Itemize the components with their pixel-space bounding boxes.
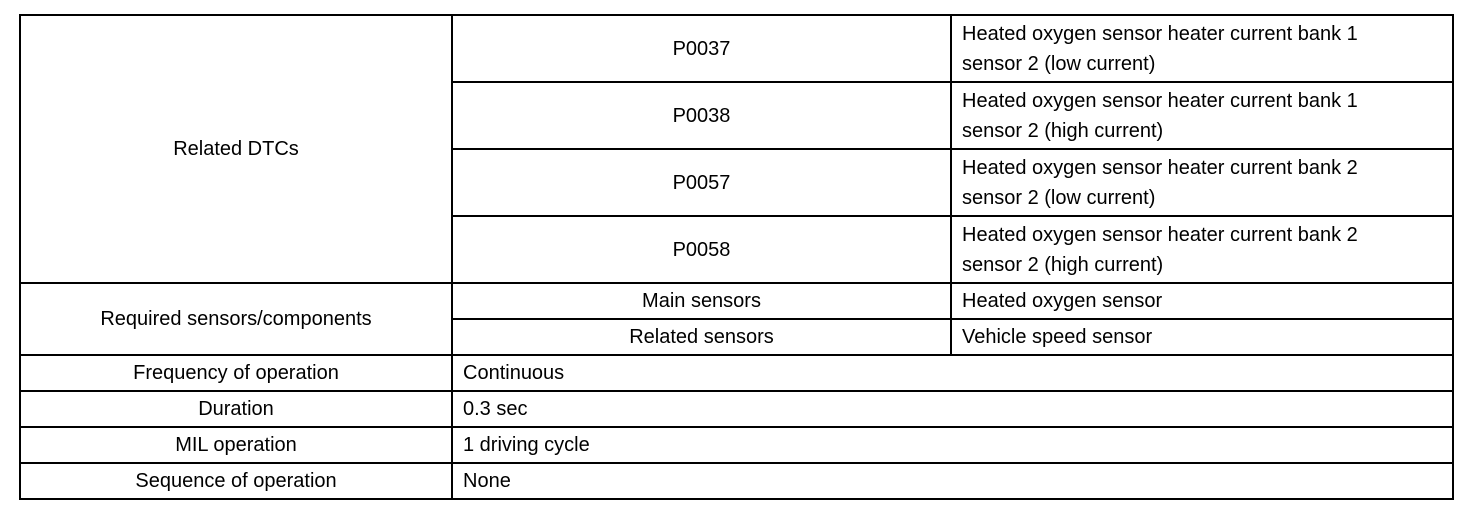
related-dtcs-label: Related DTCs [20,15,452,283]
table-row [20,427,1453,463]
table-row [20,283,1453,319]
table-row [20,463,1453,499]
sequence-value: None [452,463,1453,499]
dtc-description-line: Heated oxygen sensor heater current bank 2 [962,223,1358,246]
table-row [20,355,1453,391]
frequency-value: Continuous [452,355,1453,391]
dtc-description-line: sensor 2 (high current) [962,253,1164,276]
dtc-code: P0038 [452,82,951,149]
sensor-value: Heated oxygen sensor [951,283,1453,319]
dtc-description-line: sensor 2 (high current) [962,119,1164,142]
mil-operation-value: 1 driving cycle [452,427,1453,463]
sensor-type: Related sensors [452,319,951,355]
dtc-description-line: Heated oxygen sensor heater current bank 2 [962,156,1358,179]
mil-operation-label: MIL operation [20,427,452,463]
dtc-description-line: sensor 2 (low current) [962,52,1156,75]
duration-label: Duration [20,391,452,427]
duration-value: 0.3 sec [452,391,1453,427]
dtc-description-line: Heated oxygen sensor heater current bank 1 [962,89,1358,112]
dtc-description [951,216,1453,283]
required-sensors-label: Required sensors/components [20,283,452,355]
frequency-label: Frequency of operation [20,355,452,391]
sequence-label: Sequence of operation [20,463,452,499]
dtc-code: P0057 [452,149,951,216]
dtc-description [951,15,1453,82]
table-row [20,391,1453,427]
sensor-type: Main sensors [452,283,951,319]
sensor-value: Vehicle speed sensor [951,319,1453,355]
dtc-code: P0037 [452,15,951,82]
table-row [20,15,1453,82]
dtc-spec-table [19,14,1454,500]
dtc-code: P0058 [452,216,951,283]
dtc-description-line: sensor 2 (low current) [962,186,1156,209]
dtc-description [951,149,1453,216]
dtc-description [951,82,1453,149]
dtc-description-line: Heated oxygen sensor heater current bank 1 [962,22,1358,45]
